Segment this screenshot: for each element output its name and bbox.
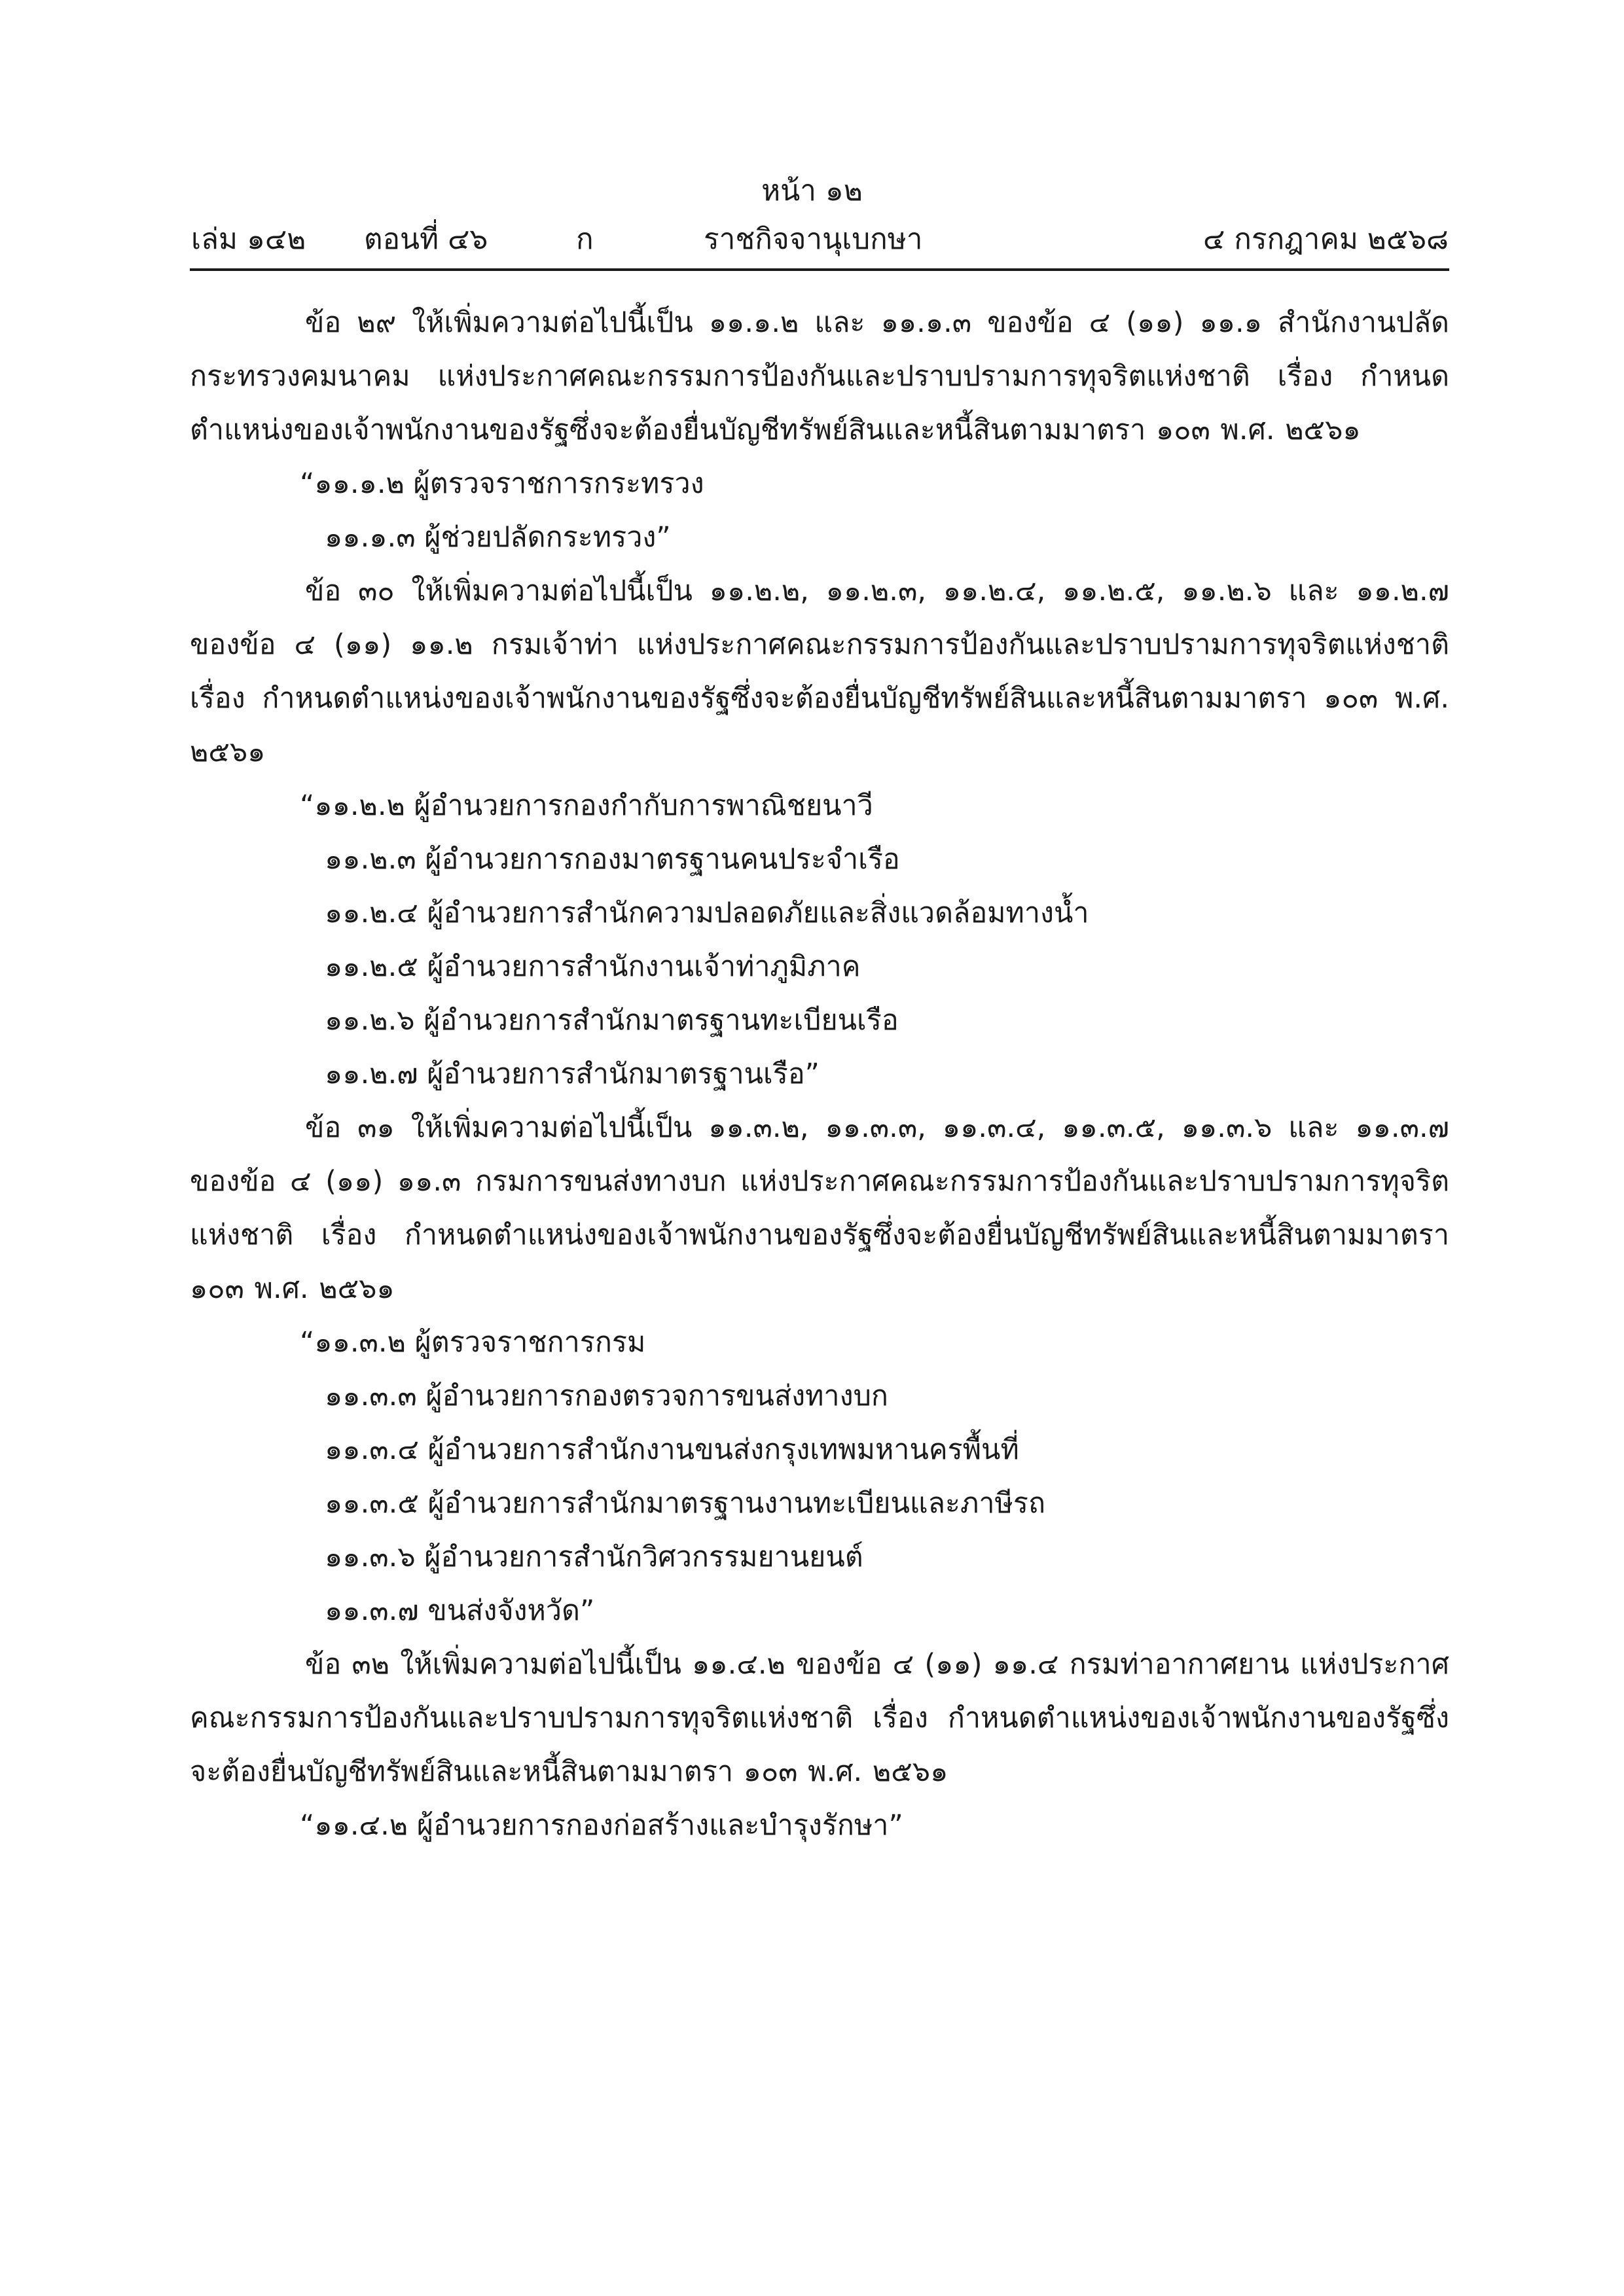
clause-32-item: “๑๑.๔.๒ ผู้อำนวยการกองก่อสร้างและบำรุงรักษา” (300, 1809, 903, 1842)
clause-30-item: ๑๑.๒.๕ ผู้อำนวยการสำนักงานเจ้าท่าภูมิภาค (325, 950, 861, 983)
clause-31: ข้อ ๓๑ ให้เพิ่มความต่อไปนี้เป็น ๑๑.๓.๒, ๑๑.๓.๓, ๑๑.๓.๔, ๑๑.๓.๕, ๑๑.๓.๖ และ ๑๑.๓.๗ ของข้อ ๔ (๑๑) ๑๑.๓ กรมการขนส่งทางบก แห่งประกาศคณะกรรมการป้องกันและปราบปรามการทุจริตแห่งชาติ เรื่อง กำหนดตำแหน่งของเจ้าพนักงานของรัฐซึ่งจะต้องยื่นบัญชีทรัพย์สินและหนี้สินตามมาตรา ๑๐๓ พ.ศ. ๒๕๖๑ (190, 1111, 1449, 1305)
gazette-title: ราชกิจจานุเบกษา (704, 223, 923, 256)
clause-30-item: ๑๑.๒.๗ ผู้อำนวยการสำนักมาตรฐานเรือ” (325, 1058, 820, 1090)
publication-date: ๔ กรกฎาคม ๒๕๖๘ (1202, 223, 1449, 256)
clause-31-item: ๑๑.๓.๖ ผู้อำนวยการสำนักวิศวกรรมยานยนต์ (325, 1541, 863, 1573)
clause-31-item: ๑๑.๓.๓ ผู้อำนวยการกองตรวจการขนส่งทางบก (325, 1380, 888, 1412)
clause-29-item: ๑๑.๑.๓ ผู้ช่วยปลัดกระทรวง” (325, 521, 671, 554)
clause-31-item: “๑๑.๓.๒ ผู้ตรวจราชการกรม (300, 1326, 646, 1359)
clause-30-item: ๑๑.๒.๖ ผู้อำนวยการสำนักมาตรฐานทะเบียนเรือ (325, 1004, 899, 1037)
volume-label: เล่ม ๑๔๒ (191, 223, 306, 256)
clause-31-item: ๑๑.๓.๕ ผู้อำนวยการสำนักมาตรฐานงานทะเบียนและภาษีรถ (325, 1487, 1045, 1520)
clause-32: ข้อ ๓๒ ให้เพิ่มความต่อไปนี้เป็น ๑๑.๔.๒ ของข้อ ๔ (๑๑) ๑๑.๔ กรมท่าอากาศยาน แห่งประกาศคณะกรรมการป้องกันและปราบปรามการทุจริตแห่งชาติ เรื่อง กำหนดตำแหน่งของเจ้าพนักงานของรัฐซึ่งจะต้องยื่นบัญชีทรัพย์สินและหนี้สินตามมาตรา ๑๐๓ พ.ศ. ๒๕๖๑ (190, 1648, 1449, 1788)
issue-label: ตอนที่ ๔๖ (364, 223, 488, 256)
document-body (190, 296, 1449, 1852)
clause-30-item: ๑๑.๒.๔ ผู้อำนวยการสำนักความปลอดภัยและสิ่งแวดล้อมทางน้ำ (325, 897, 1089, 929)
page-number: หน้า ๑๒ (761, 174, 863, 207)
clause-30-item: “๑๑.๒.๒ ผู้อำนวยการกองกำกับการพาณิชยนาวี (300, 789, 873, 822)
header-rule (190, 268, 1449, 271)
clause-29: ข้อ ๒๙ ให้เพิ่มความต่อไปนี้เป็น ๑๑.๑.๒ และ ๑๑.๑.๓ ของข้อ ๔ (๑๑) ๑๑.๑ สำนักงานปลัดกระทรวงคมนาคม แห่งประกาศคณะกรรมการป้องกันและปราบปรามการทุจริตแห่งชาติ เรื่อง กำหนดตำแหน่งของเจ้าพนักงานของรัฐซึ่งจะต้องยื่นบัญชีทรัพย์สินและหนี้สินตามมาตรา ๑๐๓ พ.ศ. ๒๕๖๑ (190, 306, 1449, 446)
clause-30: ข้อ ๓๐ ให้เพิ่มความต่อไปนี้เป็น ๑๑.๒.๒, ๑๑.๒.๓, ๑๑.๒.๔, ๑๑.๒.๕, ๑๑.๒.๖ และ ๑๑.๒.๗ ของข้อ ๔ (๑๑) ๑๑.๒ กรมเจ้าท่า แห่งประกาศคณะกรรมการป้องกันและปราบปรามการทุจริตแห่งชาติ เรื่อง กำหนดตำแหน่งของเจ้าพนักงานของรัฐซึ่งจะต้องยื่นบัญชีทรัพย์สินและหนี้สินตามมาตรา ๑๐๓ พ.ศ. ๒๕๖๑ (190, 575, 1450, 768)
clause-29-item: “๑๑.๑.๒ ผู้ตรวจราชการกระทรวง (300, 467, 704, 500)
section-label: ก (576, 223, 594, 256)
clause-31-item: ๑๑.๓.๔ ผู้อำนวยการสำนักงานขนส่งกรุงเทพมหานครพื้นที่ (325, 1433, 1019, 1466)
clause-31-item: ๑๑.๓.๗ ขนส่งจังหวัด” (325, 1594, 595, 1627)
clause-30-item: ๑๑.๒.๓ ผู้อำนวยการกองมาตรฐานคนประจำเรือ (325, 843, 900, 876)
